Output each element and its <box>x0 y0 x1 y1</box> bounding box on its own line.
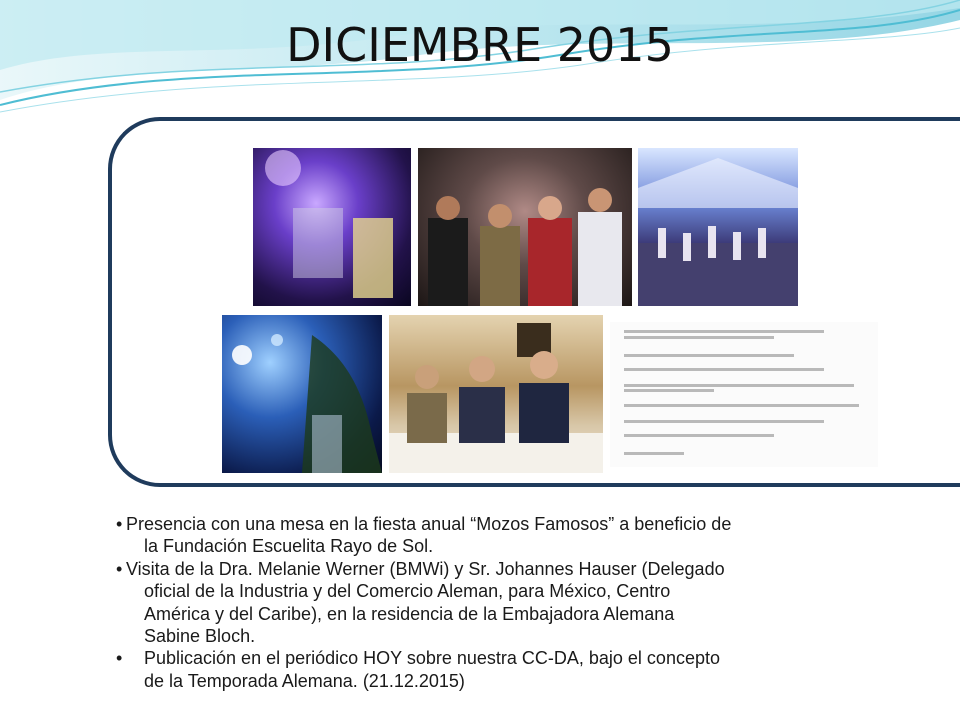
bullet-item <box>112 647 872 692</box>
bullet-line: Presencia con una mesa en la fiesta anual “Mozos Famosos” a beneficio de <box>126 514 732 534</box>
bullet-glyph: • <box>116 514 123 534</box>
bullet-glyph: • <box>116 558 123 579</box>
slide-title: DICIEMBRE 2015 <box>286 18 674 72</box>
bullet-line: oficial de la Industria y del Comercio Aleman, para México, Centro <box>144 581 671 602</box>
bullet-line: América y del Caribe), en la residencia de la Embajadora Alemana <box>144 603 675 624</box>
bullet-line: Visita de la Dra. Melanie Werner (BMWi) y Sr. Johannes Hauser (Delegado <box>126 558 725 579</box>
bullet-line: Publicación en el periódico HOY sobre nuestra CC-DA, bajo el concepto <box>144 648 720 669</box>
group-photo <box>418 148 632 306</box>
stage-performance-photo <box>638 148 798 306</box>
bullet-line: de la Temporada Alemana. (21.12.2015) <box>144 670 465 691</box>
newspaper-list-image <box>610 322 878 467</box>
bullet-list <box>112 513 872 692</box>
bullet-item <box>112 558 872 648</box>
table-event-photo <box>253 148 411 306</box>
dinner-residence-photo <box>389 315 603 473</box>
bullet-line: Sabine Bloch. <box>144 626 256 647</box>
bullet-line: la Fundación Escuelita Rayo de Sol. <box>144 536 434 557</box>
bullet-item <box>112 513 872 558</box>
blue-lights-photo <box>222 315 382 473</box>
bullet-glyph: • <box>116 648 123 669</box>
